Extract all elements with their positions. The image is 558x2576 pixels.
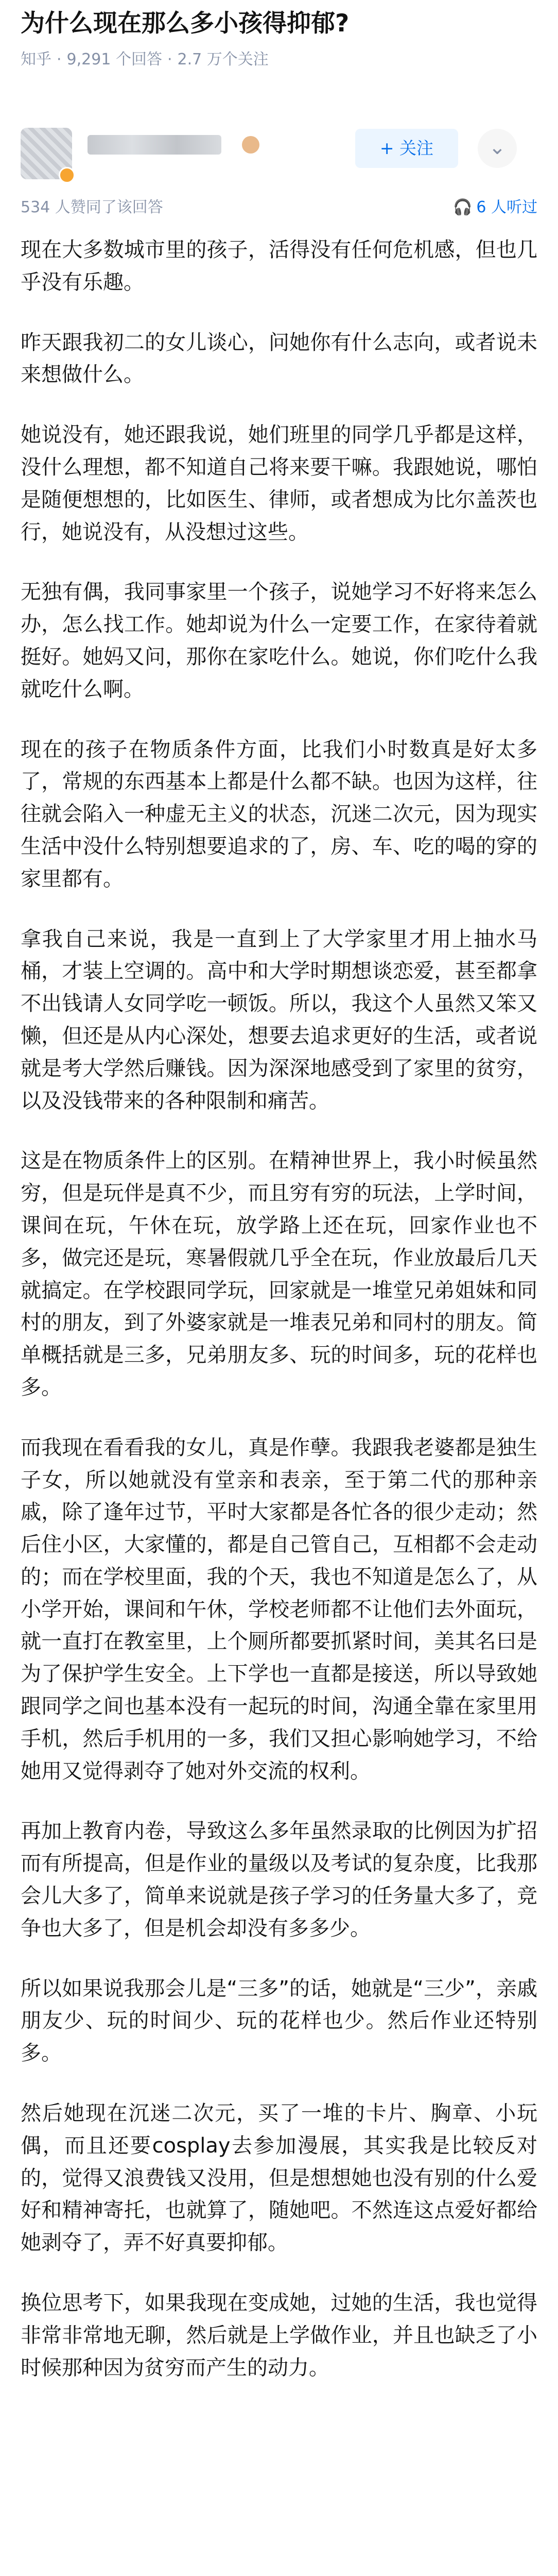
chevron-down-icon[interactable]: ⌄ [478, 129, 517, 168]
badge-icon [59, 167, 75, 183]
author-name[interactable] [88, 133, 242, 156]
answer-paragraph: 她说没有，她还跟我说，她们班里的同学几乎都是这样，没什么理想，都不知道自己将来要干嘛。我跟她说，哪怕是随便想想的，比如医生、律师，或者想成为比尔盖茨也行，她说没有，从没想过这些。 [21, 423, 537, 544]
upvote-count: 534 人赞同了该回答 [21, 198, 163, 216]
headphone-icon: 🎧 [453, 198, 473, 216]
answer-paragraph: 所以如果说我那会儿是“三多”的话，她就是“三少”，亲戚朋友少、玩的时间少、玩的花样也少。然后作业还特别多。 [21, 1976, 537, 2065]
answer-paragraph: 这是在物质条件上的区别。在精神世界上，我小时候虽然穷，但是玩伴是真不少，而且穷有穷的玩法，上学时间，课间在玩，午休在玩，放学路上还在玩，回家作业也不多，做完还是玩，寒暑假就几乎全在玩，作业放最后几天就搞定。在学校跟同学玩，回家就是一堆堂兄弟姐妹和同村的朋友，到了外婆家就是一堆表兄弟和同村的朋友。简单概括就是三多，兄弟朋友多、玩的时间多，玩的花样也多。 [21, 1149, 537, 1399]
answer-count: 9,291 个回答 [66, 50, 162, 69]
question-meta: 知乎 · 9,291 个回答 · 2.7 万个关注 [21, 50, 269, 69]
question-title[interactable]: 为什么现在那么多小孩得抑郁? [21, 9, 350, 38]
answer-paragraph: 无独有偶，我同事家里一个孩子，说她学习不好将来怎么办，怎么找工作。她却说为什么一定要工作，在家待着就挺好。她妈又问，那你在家吃什么。她说，你们吃什么我就吃什么啊。 [21, 580, 537, 701]
stats-row [21, 196, 537, 219]
answer-paragraph: 拿我自己来说，我是一直到上了大学家里才用上抽水马桶，才装上空调的。高中和大学时期想谈恋爱，甚至都拿不出钱请人女同学吃一顿饭。所以，我这个人虽然又笨又懒，但还是从内心深处，想要去追求更好的生活，或者说就是考大学然后赚钱。因为深深地感受到了家里的贫穷，以及没钱带来的各种限制和痛苦。 [21, 927, 537, 1113]
answer-content [21, 234, 537, 2412]
answer-paragraph: 然后她现在沉迷二次元，买了一堆的卡片、胸章、小玩偶，而且还要cosplay去参加漫展，其实我是比较反对的，觉得又浪费钱又没用，但是想想她也没有别的什么爱好和精神寄托，也就算了，随她吧。不然连这点爱好都给她剥夺了，弄不好真要抑郁。 [21, 2102, 537, 2255]
follow-count: 2.7 万个关注 [177, 50, 269, 69]
follow-button[interactable]: + 关注 [355, 129, 458, 168]
listen-info[interactable] [453, 196, 537, 219]
answer-paragraph: 而我现在看看我的女儿，真是作孽。我跟我老婆都是独生子女，所以她就没有堂亲和表亲，至于第二代的那种亲戚，除了逢年过节，平时大家都是各忙各的很少走动；然后住小区，大家懂的，都是自己管自己，互相都不会走动的；而在学校里面，我的个天，我也不知道是怎么了，从小学开始，课间和午休，学校老师都不让他们去外面玩，就一直打在教室里，上个厕所都要抓紧时间，美其名曰是为了保护学生安全。上下学也一直都是接送，所以导致她跟同学之间也基本没有一起玩的时间，沟通全靠在家里用手机，然后手机用的一多，我们又担心影响她学习，不给她用又觉得剥夺了她对外交流的权利。 [21, 1435, 537, 1783]
answer-paragraph: 昨天跟我初二的女儿谈心，问她你有什么志向，或者说未来想做什么。 [21, 330, 537, 387]
answer-paragraph: 换位思考下，如果我现在变成她，过她的生活，我也觉得非常非常地无聊，然后就是上学做作业，并且也缺乏了小时候那种因为贫穷而产生的动力。 [21, 2291, 537, 2380]
answer-paragraph: 再加上教育内卷，导致这么多年虽然录取的比例因为扩招而有所提高，但是作业的量级以及考试的复杂度，比我那会儿大多了，简单来说就是孩子学习的任务量大多了，竞争也大多了，但是机会却没有多多少。 [21, 1819, 537, 1940]
answer-paragraph: 现在的孩子在物质条件方面，比我们小时数真是好太多了，常规的东西基本上都是什么都不缺。也因为这样，往往就会陷入一种虚无主义的状态，沉迷二次元，因为现实生活中没什么特别想要追求的了，房、车、吃的喝的穿的家里都有。 [21, 737, 537, 891]
site-name: 知乎 [21, 50, 51, 69]
answer-paragraph: 现在大多数城市里的孩子，活得没有任何危机感，但也几乎没有乐趣。 [21, 238, 537, 294]
author-row [21, 124, 537, 185]
emoji-icon [242, 136, 259, 154]
blurred-username [88, 135, 221, 155]
listener-count: 6 人听过 [476, 198, 537, 216]
